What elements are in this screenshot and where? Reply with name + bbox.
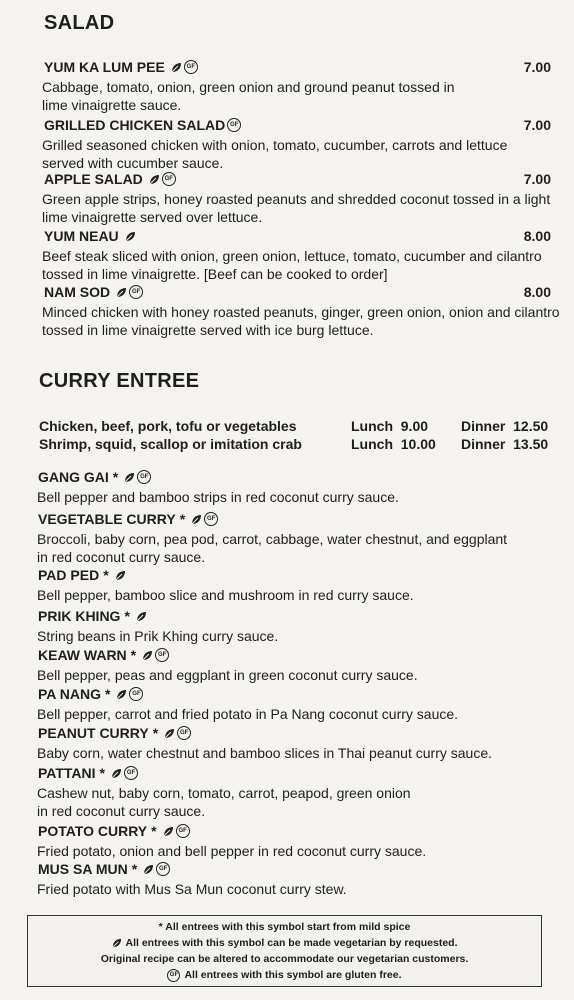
item-description: lime vinaigrette sauce.: [42, 97, 182, 113]
item-name: POTATO CURRY: [38, 823, 148, 839]
lunch-price: Lunch 10.00: [351, 436, 436, 452]
spice-star-icon: *: [130, 647, 137, 663]
gluten-free-icon: GF: [137, 470, 151, 484]
item-description: Bell pepper, bamboo slice and mushroom in red curry sauce.: [37, 587, 414, 603]
item-name-row: [38, 725, 191, 741]
item-name-row: [38, 608, 147, 624]
leaf-icon: [124, 230, 136, 242]
item-description: tossed in lime vinaigrette served with ice burg lettuce.: [42, 322, 374, 338]
item-name: PEANUT CURRY: [38, 725, 149, 741]
curry-heading: CURRY ENTREE: [39, 370, 200, 392]
legend-gf-row: [28, 967, 541, 983]
item-price: 7.00: [523, 117, 551, 133]
item-name-row: [44, 59, 198, 75]
bleed-through-text: [330, 22, 335, 43]
spice-star-icon: *: [105, 686, 111, 702]
price-row-label: Shrimp, squid, scallop or imitation crab: [39, 436, 302, 452]
legend-original: Original recipe can be altered to accommodate our vegetarian customers.: [100, 953, 469, 965]
item-name-row: [38, 511, 218, 527]
item-description: served with cucumber sauce.: [42, 155, 224, 171]
gluten-free-icon: GF: [162, 172, 176, 186]
item-price: 7.00: [523, 171, 551, 187]
item-description: Grilled seasoned chicken with onion, tomato, cucumber, carrots and lettuce: [42, 137, 508, 153]
item-description: Beef steak sliced with onion, green onion, lettuce, tomato, cucumber and cilantro: [42, 248, 542, 264]
item-description: Cashew nut, baby corn, tomato, carrot, peapod, green onion: [37, 785, 411, 801]
item-name-row: [38, 567, 126, 583]
item-description: Bell pepper and bamboo strips in red coconut curry sauce.: [37, 489, 399, 505]
item-name: PRIK KHING: [38, 608, 121, 624]
dinner-price: Dinner 12.50: [461, 418, 549, 434]
spice-star-icon: *: [112, 469, 119, 485]
gluten-free-icon: GF: [184, 60, 198, 74]
gluten-free-icon: GF: [167, 969, 180, 982]
item-name: APPLE SALAD: [44, 171, 143, 187]
item-name-row: [44, 117, 241, 133]
leaf-icon: [163, 727, 175, 739]
leaf-icon: [111, 938, 122, 949]
gluten-free-icon: GF: [124, 766, 138, 780]
spice-star-icon: *: [124, 608, 130, 624]
item-name: GRILLED CHICKEN SALAD: [44, 117, 226, 133]
legend-veg: All entrees with this symbol can be made vegetarian by requested.: [125, 937, 458, 949]
leaf-icon: [142, 863, 154, 875]
item-description: Green apple strips, honey roasted peanuts and shredded coconut tossed in a light: [42, 191, 551, 207]
item-description: Baby corn, water chestnut and bamboo slices in Thai peanut curry sauce.: [37, 745, 492, 761]
item-description: tossed in lime vinaigrette. [Beef can be cooked to order]: [42, 266, 388, 282]
salad-heading: SALAD: [44, 12, 115, 34]
item-name: VEGETABLE CURRY: [38, 511, 176, 527]
lunch-price: Lunch 9.00: [351, 418, 429, 434]
gluten-free-icon: GF: [176, 824, 190, 838]
item-description: String beans in Prik Khing curry sauce.: [37, 628, 279, 644]
item-description: Broccoli, baby corn, pea pod, carrot, cabbage, water chestnut, and eggplant: [37, 531, 508, 547]
item-name: KEAW WARN: [38, 647, 127, 663]
price-row-label: Chicken, beef, pork, tofu or vegetables: [39, 418, 297, 434]
item-description: Bell pepper, carrot and fried potato in Pa Nang coconut curry sauce.: [37, 706, 459, 722]
item-name-row: [38, 765, 138, 781]
item-price: 7.00: [523, 59, 551, 75]
gluten-free-icon: GF: [156, 862, 170, 876]
item-name: NAM SOD: [44, 284, 111, 300]
item-name-row: [38, 686, 143, 702]
item-name-row: [44, 284, 143, 300]
item-price: 8.00: [523, 284, 551, 300]
gluten-free-icon: GF: [227, 118, 241, 132]
dinner-price: Dinner 13.50: [461, 436, 549, 452]
item-name: YUM KA LUM PEE: [44, 59, 165, 75]
gluten-free-icon: GF: [129, 285, 143, 299]
spice-star-icon: *: [179, 511, 186, 527]
leaf-icon: [114, 569, 126, 581]
spice-star-icon: *: [152, 725, 159, 741]
item-description: Fried potato, onion and bell pepper in red coconut curry sauce.: [37, 843, 427, 859]
leaf-icon: [141, 649, 153, 661]
spice-star-icon: *: [99, 765, 105, 781]
leaf-icon: [115, 286, 127, 298]
leaf-icon: [148, 173, 160, 185]
item-description: in red coconut curry sauce.: [37, 803, 206, 819]
leaf-icon: [135, 610, 147, 622]
symbol-legend: [27, 915, 542, 987]
item-description: Cabbage, tomato, onion, green onion and ground peanut tossed in: [42, 79, 455, 95]
item-description: lime vinaigrette served over lettuce.: [42, 209, 263, 225]
legend-veg-row: [28, 935, 541, 951]
item-name-row: [44, 228, 136, 244]
legend-gf: All entrees with this symbol are gluten free.: [184, 969, 402, 981]
spice-star-icon: *: [151, 823, 157, 839]
item-name-row: [38, 823, 190, 839]
gluten-free-icon: GF: [129, 687, 143, 701]
item-description: Minced chicken with honey roasted peanuts, ginger, green onion, onion and cilantro: [42, 304, 560, 320]
item-name: PA NANG: [38, 686, 101, 702]
item-name-row: [44, 171, 176, 187]
item-price: 8.00: [523, 228, 551, 244]
item-name: YUM NEAU: [44, 228, 119, 244]
leaf-icon: [123, 471, 135, 483]
item-description: Bell pepper, peas and eggplant in green coconut curry sauce.: [37, 667, 418, 683]
spice-star-icon: *: [103, 567, 109, 583]
item-name: GANG GAI: [38, 469, 109, 485]
legend-spice: * All entrees with this symbol start from mild spice: [158, 921, 411, 933]
item-name-row: [38, 469, 151, 485]
item-name: MUS SA MUN: [38, 861, 128, 877]
item-name-row: [38, 861, 170, 877]
leaf-icon: [170, 61, 182, 73]
leaf-icon: [190, 513, 202, 525]
leaf-icon: [162, 825, 174, 837]
spice-star-icon: *: [131, 861, 138, 877]
leaf-icon: [110, 767, 122, 779]
item-name: PATTANI: [38, 765, 96, 781]
item-name: PAD PED: [38, 567, 100, 583]
gluten-free-icon: GF: [204, 512, 218, 526]
gluten-free-icon: GF: [155, 648, 169, 662]
leaf-icon: [115, 688, 127, 700]
item-description: in red coconut curry sauce.: [37, 549, 206, 565]
item-description: Fried potato with Mus Sa Mun coconut curry stew.: [37, 881, 347, 897]
item-name-row: [38, 647, 169, 663]
gluten-free-icon: GF: [177, 726, 191, 740]
